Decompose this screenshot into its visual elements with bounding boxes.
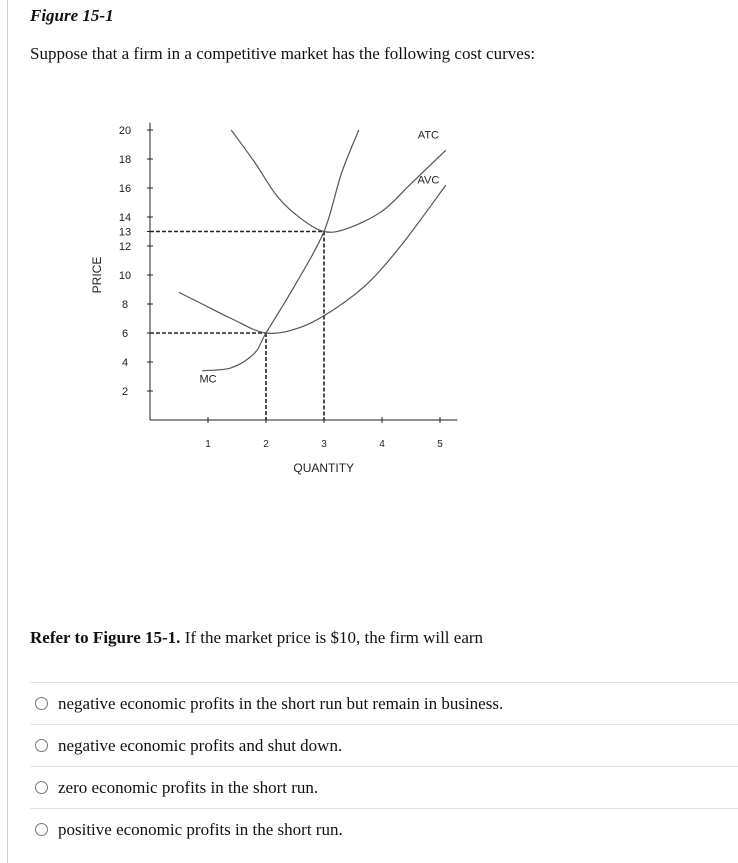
page-left-rule — [7, 0, 8, 863]
x-tick-label: 5 — [437, 439, 443, 450]
question-text — [30, 628, 483, 648]
y-tick-label: 12 — [118, 241, 132, 253]
x-tick-label: 3 — [321, 439, 327, 450]
chart-svg — [80, 110, 480, 490]
answer-option-label: negative economic profits and shut down. — [58, 735, 343, 755]
question-ref: Refer to Figure 15-1. — [30, 628, 181, 647]
answer-option-4[interactable] — [30, 808, 738, 850]
x-axis-label: QUANTITY — [293, 461, 355, 475]
radio-button-icon[interactable] — [35, 823, 48, 836]
atc-label: ATC — [417, 129, 439, 142]
answer-option-2[interactable] — [30, 724, 738, 766]
y-tick-label: 18 — [118, 154, 132, 166]
answer-option-1[interactable] — [30, 682, 738, 724]
mc-curve — [202, 130, 359, 371]
radio-button-icon[interactable] — [35, 697, 48, 710]
y-tick-label: 4 — [121, 357, 129, 369]
x-tick-label: 4 — [379, 439, 385, 450]
y-tick-label: 20 — [118, 125, 132, 137]
answer-option-label: zero economic profits in the short run. — [58, 777, 319, 797]
question-body: If the market price is $10, the firm will earn — [180, 628, 484, 647]
mc-label: MC — [199, 373, 217, 386]
x-tick-label: 2 — [263, 439, 269, 450]
answer-option-label: negative economic profits in the short run but remain in business. — [58, 693, 504, 713]
radio-button-icon[interactable] — [35, 739, 48, 752]
radio-button-icon[interactable] — [35, 781, 48, 794]
answer-options — [30, 682, 738, 850]
y-tick-label: 10 — [118, 270, 132, 282]
intro-text: Suppose that a firm in a competitive market has the following cost curves: — [30, 44, 536, 63]
y-tick-label: 14 — [118, 212, 132, 224]
x-tick-label: 1 — [205, 439, 211, 450]
y-tick-label: 16 — [118, 183, 132, 195]
y-tick-label: 8 — [121, 299, 129, 311]
y-tick-label: 6 — [121, 328, 129, 340]
answer-option-3[interactable] — [30, 766, 738, 808]
avc-curve — [179, 185, 446, 333]
figure-title: Figure 15-1 — [30, 6, 114, 25]
cost-curves-chart — [80, 110, 480, 495]
avc-label: AVC — [417, 174, 440, 187]
answer-option-label: positive economic profits in the short run. — [58, 819, 343, 839]
y-tick-label: 13 — [118, 226, 132, 239]
y-tick-label: 2 — [121, 386, 129, 398]
y-axis-label: PRICE — [90, 256, 104, 294]
